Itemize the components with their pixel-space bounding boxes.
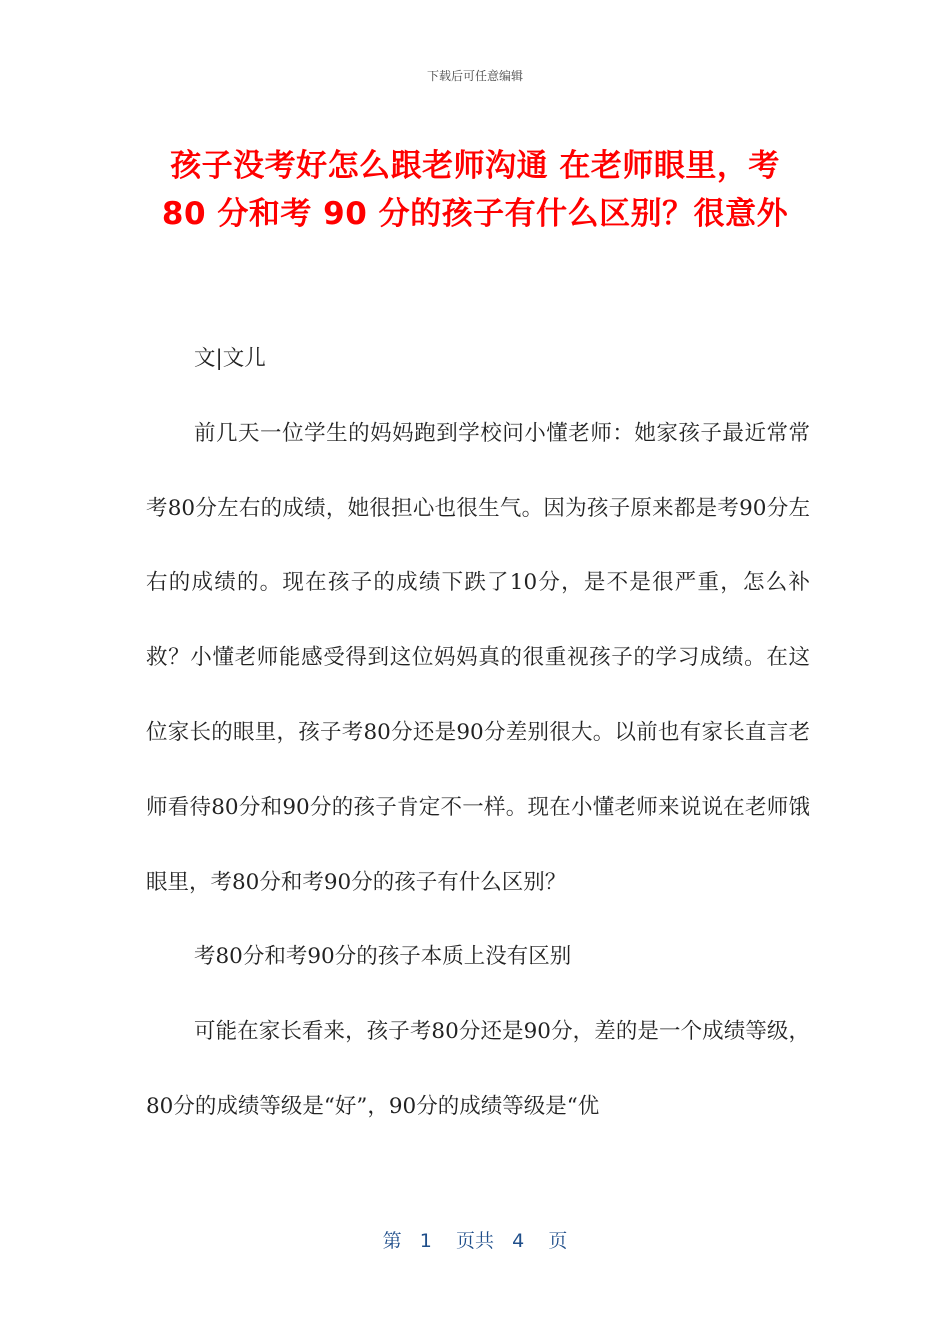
section-heading: 考80分和考90分的孩子本质上没有区别: [194, 944, 572, 970]
footer-total-pages: 4: [512, 1230, 525, 1252]
header-note: 下载后可任意编辑: [426, 69, 523, 83]
document-title: [100, 142, 850, 238]
document-body: [146, 322, 810, 1145]
title-line-1: 孩子没考好怎么跟老师沟通 在老师眼里，考: [170, 148, 780, 184]
footer-page-number: 1: [419, 1230, 432, 1252]
footer-middle: 页共: [455, 1230, 494, 1252]
footer-suffix: 页: [548, 1230, 568, 1252]
page-footer: [0, 1226, 950, 1253]
paragraph-intro: 前几天一位学生的妈妈跑到学校问小懂老师：她家孩子最近常常考80分左右的成绩，她很担心也很生气。因为孩子原来都是考90分左右的成绩的。现在孩子的成绩下跌了10分，是不是很严重，怎么补救？小懂老师能感受得到这位妈妈真的很重视孩子的学习成绩。在这位家长的眼里，孩子考80分还是90分差别很大。以前也有家长直言老师看待80分和90分的孩子肯定不一样。现在小懂老师来说说在老师饿眼里，考80分和考90分的孩子有什么区别？: [146, 420, 810, 895]
author-line: 文|文儿: [194, 346, 266, 371]
paragraph-grade: 可能在家长看来，孩子考80分还是90分，差的是一个成绩等级，80分的成绩等级是“好”，90分的成绩等级是“优: [146, 1019, 810, 1119]
footer-prefix: 第: [382, 1230, 402, 1252]
title-line-2: 80 分和考 90 分的孩子有什么区别？很意外: [161, 196, 789, 232]
